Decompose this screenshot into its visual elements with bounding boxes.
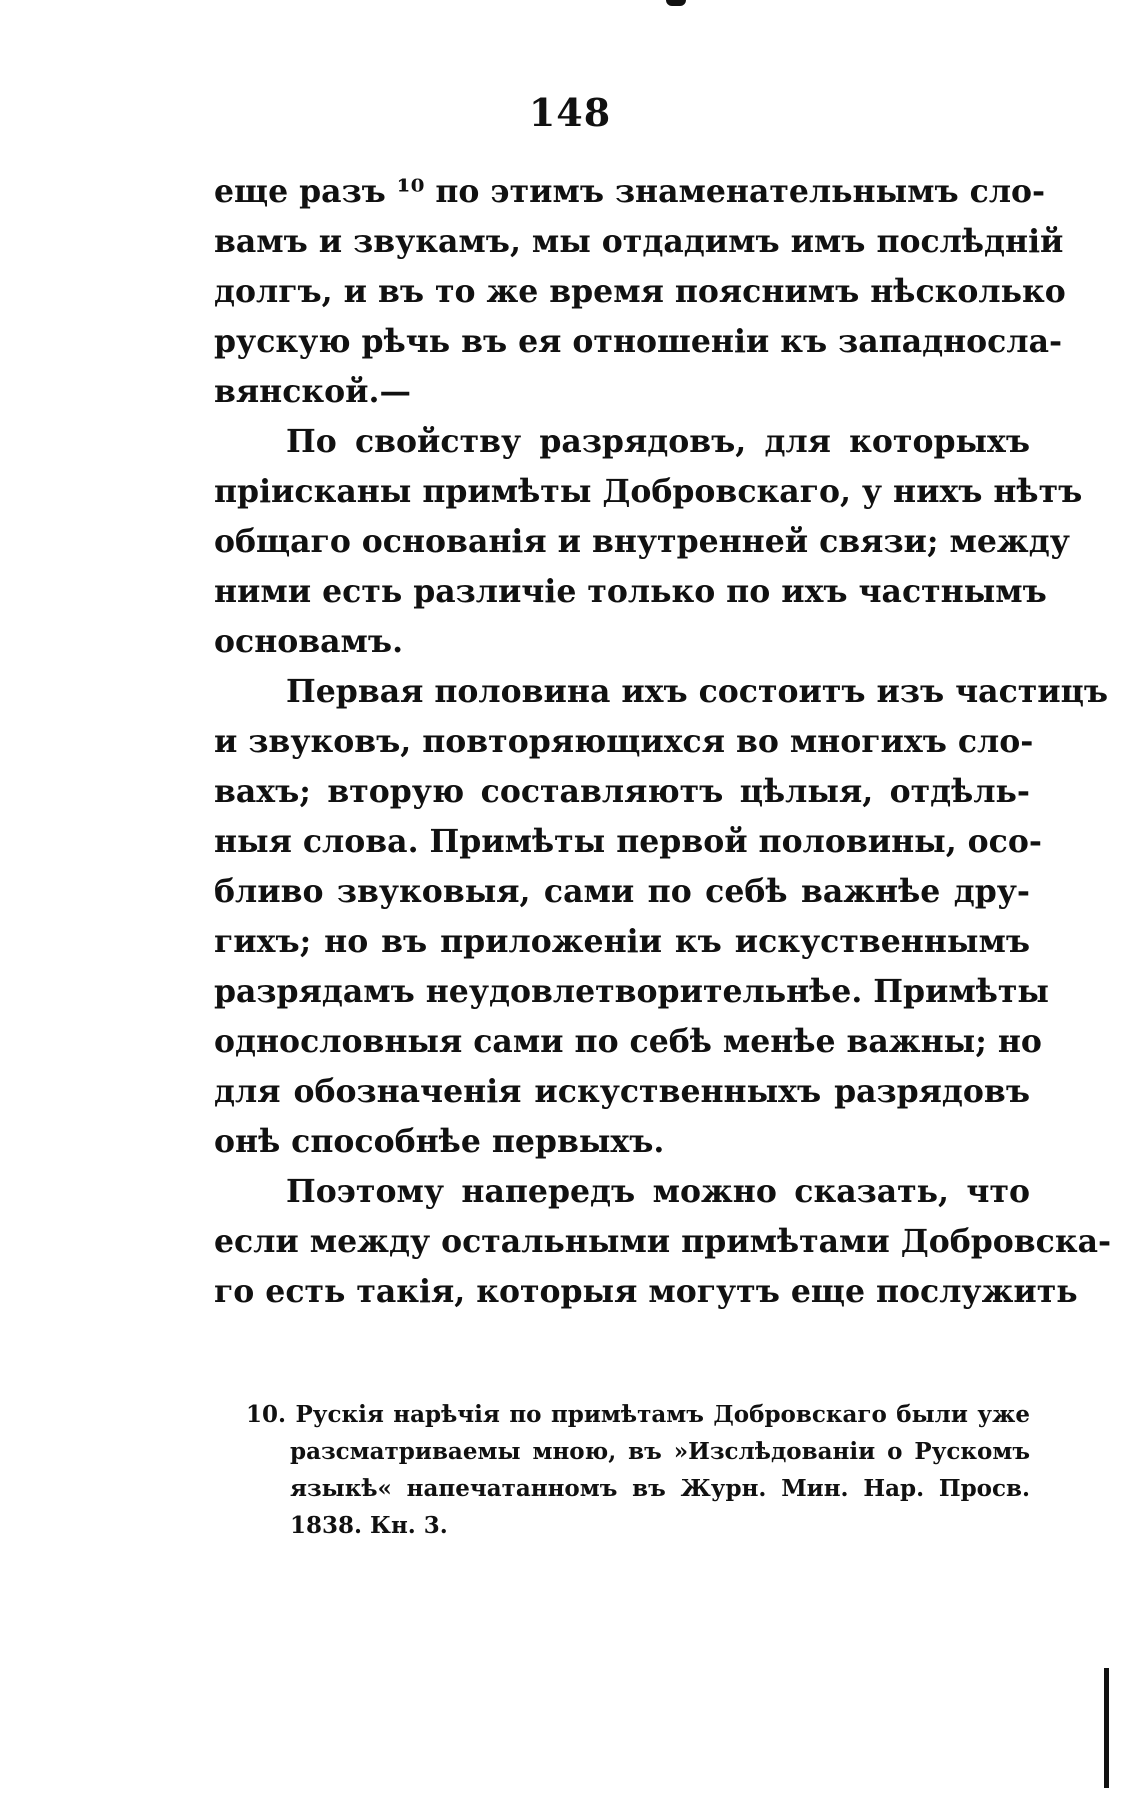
- text-line: для обозначенiя искуственныхъ разрядовъ: [214, 1073, 1030, 1110]
- text-line: гихъ; но въ приложенiи къ искуственнымъ: [214, 923, 1030, 960]
- text-line: если между остальными примѣтами Добровска-: [214, 1223, 1112, 1260]
- text-line: прiисканы примѣты Добровскаго, у нихъ нѣтъ: [214, 473, 1083, 510]
- text-line: еще разъ ¹⁰ по этимъ знаменательнымъ сло-: [214, 173, 1046, 210]
- text-line: рускую рѣчь въ ея отношенiи къ западносла-: [214, 323, 1063, 360]
- text-line: ныя слова. Примѣты первой половины, осо-: [214, 823, 1042, 860]
- text-line: однословныя сами по себѣ менѣе важны; но: [214, 1023, 1042, 1060]
- footnote-line: 1838. Кн. 3.: [290, 1512, 448, 1539]
- text-line: вамъ и звукамъ, мы отдадимъ имъ послѣднiй: [214, 223, 1064, 260]
- footnote-line: языкѣ« напечатанномъ въ Журн. Мин. Нар. Просв.: [290, 1475, 1030, 1502]
- text-line: основамъ.: [214, 623, 404, 660]
- body-text: [214, 167, 1112, 1317]
- text-line: вянской.—: [214, 373, 411, 410]
- text-line: вахъ; вторую составляютъ цѣлыя, отдѣль-: [214, 773, 1030, 810]
- text-line: и звуковъ, повторяющихся во многихъ сло-: [214, 723, 1034, 760]
- text-line: общаго основанiя и внутренней связи; между: [214, 523, 1070, 560]
- text-line: По свойству разрядовъ, для которыхъ: [286, 423, 1030, 460]
- text-line: разрядамъ неудовлетворительнѣе. Примѣты: [214, 973, 1050, 1010]
- text-line: онѣ способнѣе первыхъ.: [214, 1123, 665, 1160]
- text-line: Первая половина ихъ состоитъ изъ частицъ: [286, 673, 1109, 710]
- text-line: Поэтому напередъ можно сказать, что: [286, 1173, 1030, 1210]
- text-line: бливо звуковыя, сами по себѣ важнѣе дру-: [214, 873, 1030, 910]
- scan-edge-artifact: [1104, 1668, 1109, 1788]
- footnote: [246, 1396, 1030, 1544]
- scan-artifact-top: [666, 0, 686, 6]
- text-line: долгъ, и въ то же время пояснимъ нѣсколько: [214, 273, 1066, 310]
- page-number: 148: [528, 90, 612, 135]
- footnote-line: разсматриваемы мною, въ »Изслѣдованiи о Рускомъ: [290, 1438, 1030, 1465]
- footnote-line: 10. Рускiя нарѣчiя по примѣтамъ Добровскаго были уже: [246, 1401, 1030, 1428]
- text-line: ними есть различiе только по ихъ частнымъ: [214, 573, 1047, 610]
- text-line: го есть такiя, которыя могутъ еще послужить: [214, 1273, 1078, 1310]
